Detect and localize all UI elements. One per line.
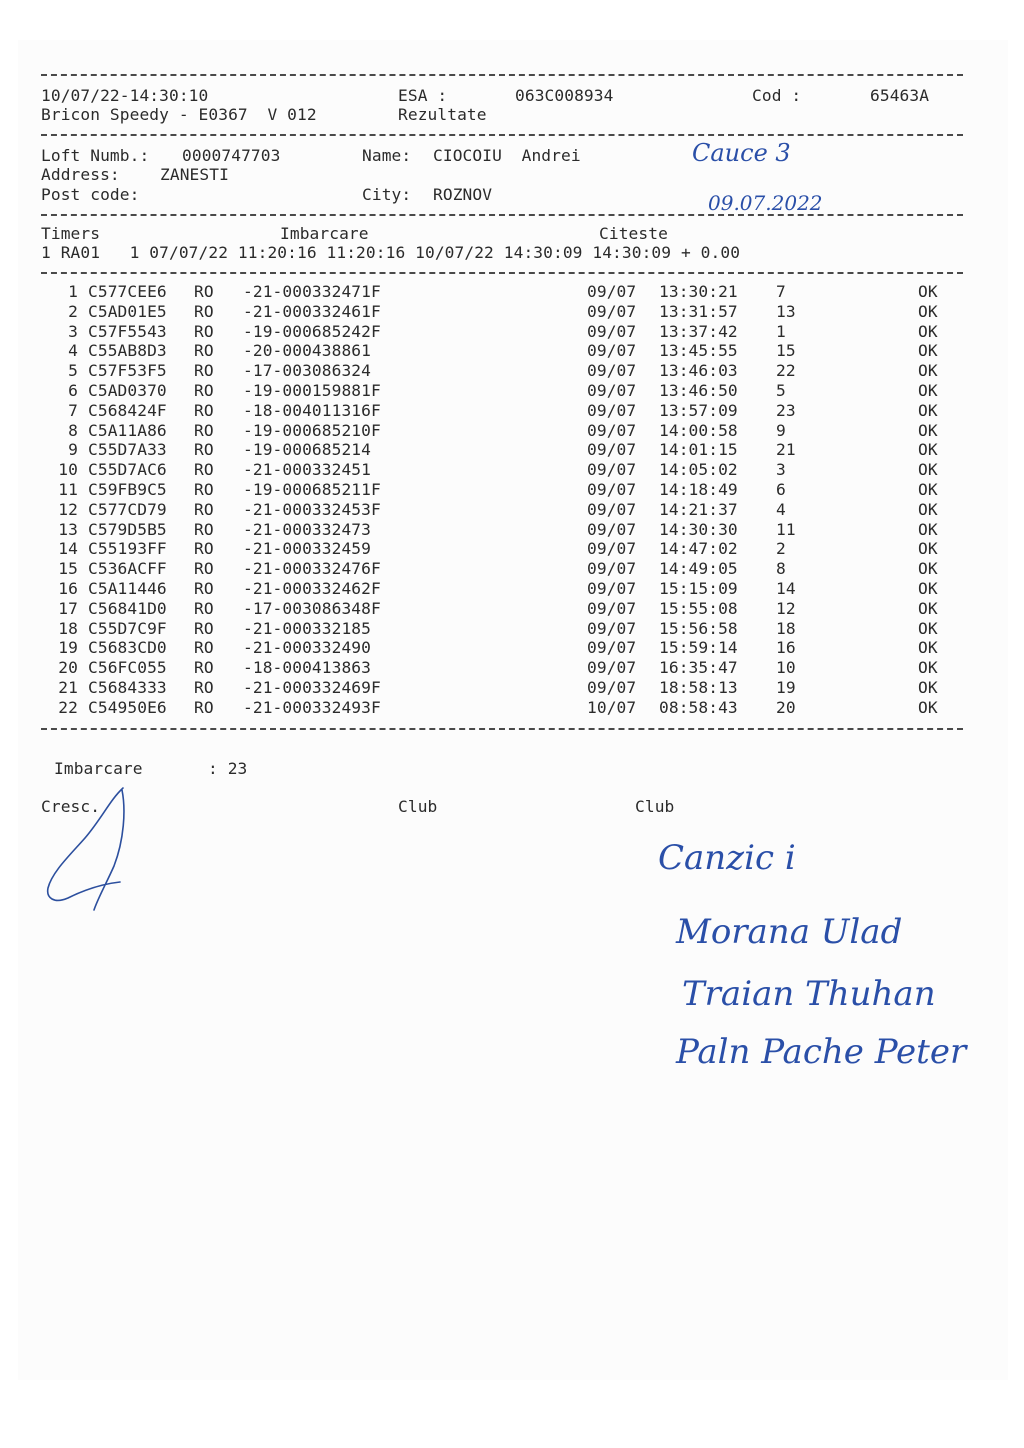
- table-row: [0, 678, 1024, 698]
- handwritten-date: 09.07.2022: [708, 191, 823, 215]
- row-chip-id: C55193FF: [88, 539, 167, 559]
- row-position: 2: [68, 301, 78, 321]
- row-status: OK: [918, 539, 938, 559]
- row-arrival-date: 09/07: [587, 341, 637, 361]
- row-ring-number: -21-000332459: [243, 539, 371, 559]
- row-status: OK: [918, 321, 938, 341]
- row-status: OK: [918, 638, 938, 658]
- row-ring-number: -21-000332493F: [243, 697, 381, 717]
- esa-value: 063C008934: [515, 86, 614, 105]
- row-position: 3: [68, 321, 78, 341]
- row-number: 23: [776, 400, 796, 420]
- table-row: [0, 619, 1024, 639]
- row-number: 7: [776, 282, 786, 301]
- row-country: RO: [194, 480, 214, 499]
- city-value: ROZNOV: [433, 185, 493, 204]
- row-status: OK: [918, 559, 938, 579]
- row-position: 13: [58, 519, 78, 539]
- row-ring-number: -20-000438861: [243, 341, 371, 361]
- row-country: RO: [194, 341, 214, 361]
- row-ring-number: -21-000332451: [243, 460, 371, 480]
- row-chip-id: C56841D0: [88, 598, 167, 618]
- table-row: [0, 480, 1024, 500]
- club-signature-4: Paln Pache Peter: [676, 1032, 967, 1072]
- imbarcare-total-value: : 23: [208, 759, 248, 778]
- row-chip-id: C57F53F5: [88, 361, 167, 381]
- table-row: [0, 322, 1024, 342]
- row-ring-number: -21-000332473: [243, 519, 371, 539]
- table-row: [0, 361, 1024, 381]
- name-label: Name:: [362, 146, 412, 165]
- row-chip-id: C55D7AC6: [88, 460, 167, 480]
- row-number: 8: [776, 559, 786, 579]
- row-arrival-time: 18:58:13: [659, 678, 738, 697]
- table-row: [0, 282, 1024, 302]
- row-chip-id: C579D5B5: [88, 519, 167, 539]
- timers-label: Timers: [41, 224, 101, 243]
- row-chip-id: C59FB9C5: [88, 480, 167, 499]
- row-arrival-date: 09/07: [587, 678, 637, 697]
- table-row: [0, 381, 1024, 401]
- row-arrival-date: 09/07: [587, 579, 637, 598]
- row-number: 20: [776, 697, 796, 717]
- row-chip-id: C5AD0370: [88, 381, 167, 400]
- row-ring-number: -19-000685211F: [243, 480, 381, 499]
- row-chip-id: C536ACFF: [88, 559, 167, 579]
- row-arrival-time: 13:37:42: [659, 321, 738, 341]
- row-status: OK: [918, 579, 938, 598]
- row-chip-id: C55AB8D3: [88, 341, 167, 361]
- row-ring-number: -18-004011316F: [243, 400, 381, 420]
- row-arrival-time: 13:46:03: [659, 361, 738, 381]
- row-arrival-time: 08:58:43: [659, 697, 738, 717]
- table-row: [0, 302, 1024, 322]
- row-country: RO: [194, 598, 214, 618]
- row-chip-id: C568424F: [88, 400, 167, 420]
- address-value: ZANESTI: [160, 165, 229, 184]
- row-number: 18: [776, 618, 796, 638]
- row-country: RO: [194, 519, 214, 539]
- separator-line: [41, 272, 963, 274]
- row-position: 5: [68, 361, 78, 381]
- esa-label: ESA :: [398, 86, 448, 105]
- row-status: OK: [918, 341, 938, 361]
- name-value: CIOCOIU Andrei: [433, 146, 581, 165]
- row-position: 22: [58, 697, 78, 717]
- city-label: City:: [362, 185, 412, 204]
- row-position: 1: [68, 282, 78, 301]
- row-ring-number: -21-000332453F: [243, 499, 381, 519]
- club-signature-2: Morana Ulad: [676, 912, 903, 952]
- row-arrival-date: 09/07: [587, 301, 637, 321]
- row-ring-number: -21-000332476F: [243, 559, 381, 579]
- table-row: [0, 658, 1024, 678]
- row-status: OK: [918, 381, 938, 400]
- row-ring-number: -21-000332469F: [243, 678, 381, 697]
- row-ring-number: -21-000332490: [243, 638, 371, 658]
- row-arrival-time: 15:15:09: [659, 579, 738, 598]
- row-status: OK: [918, 361, 938, 381]
- row-number: 1: [776, 321, 786, 341]
- row-arrival-time: 16:35:47: [659, 658, 738, 678]
- postcode-label: Post code:: [41, 185, 140, 204]
- row-arrival-time: 14:05:02: [659, 460, 738, 480]
- row-number: 16: [776, 638, 796, 658]
- row-status: OK: [918, 697, 938, 717]
- row-chip-id: C577CEE6: [88, 282, 167, 301]
- row-country: RO: [194, 440, 214, 460]
- row-position: 7: [68, 400, 78, 420]
- row-position: 10: [58, 460, 78, 480]
- row-country: RO: [194, 321, 214, 341]
- row-chip-id: C5A11446: [88, 579, 167, 598]
- row-country: RO: [194, 499, 214, 519]
- row-ring-number: -21-000332471F: [243, 282, 381, 301]
- handwritten-note: Cauce 3: [692, 139, 791, 167]
- row-position: 8: [68, 420, 78, 440]
- row-arrival-time: 14:21:37: [659, 499, 738, 519]
- row-country: RO: [194, 638, 214, 658]
- club-label-2: Club: [635, 797, 675, 816]
- table-row: [0, 421, 1024, 441]
- table-row: [0, 539, 1024, 559]
- timer-line: 1 RA01 1 07/07/22 11:20:16 11:20:16 10/07/22 14:30:09 14:30:09 + 0.00: [41, 243, 741, 262]
- row-country: RO: [194, 678, 214, 697]
- row-ring-number: -17-003086324: [243, 361, 371, 381]
- row-number: 12: [776, 598, 796, 618]
- table-row: [0, 579, 1024, 599]
- table-row: [0, 341, 1024, 361]
- row-number: 15: [776, 341, 796, 361]
- row-status: OK: [918, 499, 938, 519]
- row-arrival-time: 13:30:21: [659, 282, 738, 301]
- loft-number-value: 0000747703: [182, 146, 281, 165]
- club-signature-3: Traian Thuhan: [682, 974, 936, 1014]
- imbarcare-header: Imbarcare: [280, 224, 369, 243]
- row-country: RO: [194, 539, 214, 559]
- row-status: OK: [918, 678, 938, 697]
- row-country: RO: [194, 420, 214, 440]
- row-ring-number: -19-000685214: [243, 440, 371, 460]
- address-label: Address:: [41, 165, 120, 184]
- row-status: OK: [918, 400, 938, 420]
- separator-line: [41, 728, 963, 730]
- row-position: 12: [58, 499, 78, 519]
- row-chip-id: C5684333: [88, 678, 167, 697]
- row-position: 16: [58, 579, 78, 598]
- row-number: 11: [776, 519, 796, 539]
- table-row: [0, 401, 1024, 421]
- row-arrival-date: 09/07: [587, 460, 637, 480]
- row-ring-number: -19-000685242F: [243, 321, 381, 341]
- row-ring-number: -21-000332185: [243, 618, 371, 638]
- row-arrival-date: 09/07: [587, 480, 637, 499]
- table-row: [0, 559, 1024, 579]
- row-country: RO: [194, 579, 214, 598]
- row-country: RO: [194, 301, 214, 321]
- document-title: Rezultate: [398, 105, 487, 124]
- row-arrival-time: 15:56:58: [659, 618, 738, 638]
- row-chip-id: C57F5543: [88, 321, 167, 341]
- table-row: [0, 460, 1024, 480]
- separator-line: [41, 74, 963, 76]
- row-position: 9: [68, 440, 78, 460]
- table-row: [0, 500, 1024, 520]
- row-position: 19: [58, 638, 78, 658]
- row-chip-id: C5A11A86: [88, 420, 167, 440]
- cod-value: 65463A: [870, 86, 930, 105]
- organization-line: Bricon Speedy - E0367 V 012: [41, 105, 317, 124]
- row-arrival-time: 15:55:08: [659, 598, 738, 618]
- row-number: 9: [776, 420, 786, 440]
- row-chip-id: C5AD01E5: [88, 301, 167, 321]
- row-ring-number: -21-000332461F: [243, 301, 381, 321]
- row-status: OK: [918, 420, 938, 440]
- loft-number-label: Loft Numb.:: [41, 146, 150, 165]
- row-chip-id: C54950E6: [88, 697, 167, 717]
- row-status: OK: [918, 618, 938, 638]
- club-signature-1: Canzic i: [658, 838, 796, 878]
- row-arrival-date: 09/07: [587, 519, 637, 539]
- row-position: 18: [58, 618, 78, 638]
- row-country: RO: [194, 697, 214, 717]
- row-country: RO: [194, 559, 214, 579]
- row-number: 5: [776, 381, 786, 400]
- row-country: RO: [194, 658, 214, 678]
- imbarcare-total-label: Imbarcare: [54, 759, 143, 778]
- cod-label: Cod :: [752, 86, 802, 105]
- row-number: 3: [776, 460, 786, 480]
- row-status: OK: [918, 282, 938, 301]
- row-chip-id: C56FC055: [88, 658, 167, 678]
- row-status: OK: [918, 480, 938, 499]
- cresc-label: Cresc.: [41, 797, 101, 816]
- row-arrival-time: 13:57:09: [659, 400, 738, 420]
- row-country: RO: [194, 400, 214, 420]
- row-country: RO: [194, 618, 214, 638]
- row-country: RO: [194, 460, 214, 480]
- table-row: [0, 520, 1024, 540]
- row-number: 6: [776, 480, 786, 499]
- row-ring-number: -19-000685210F: [243, 420, 381, 440]
- row-position: 20: [58, 658, 78, 678]
- row-arrival-date: 09/07: [587, 499, 637, 519]
- row-arrival-date: 09/07: [587, 321, 637, 341]
- row-chip-id: C577CD79: [88, 499, 167, 519]
- row-arrival-date: 09/07: [587, 598, 637, 618]
- row-arrival-date: 09/07: [587, 282, 637, 301]
- row-chip-id: C55D7C9F: [88, 618, 167, 638]
- row-number: 21: [776, 440, 796, 460]
- row-country: RO: [194, 381, 214, 400]
- row-arrival-date: 09/07: [587, 400, 637, 420]
- table-row: [0, 599, 1024, 619]
- row-status: OK: [918, 658, 938, 678]
- print-datetime: 10/07/22-14:30:10: [41, 86, 209, 105]
- row-position: 6: [68, 381, 78, 400]
- row-status: OK: [918, 598, 938, 618]
- row-position: 21: [58, 678, 78, 697]
- row-arrival-time: 14:18:49: [659, 480, 738, 499]
- row-status: OK: [918, 460, 938, 480]
- table-row: [0, 698, 1024, 718]
- row-number: 19: [776, 678, 796, 697]
- row-arrival-time: 13:46:50: [659, 381, 738, 400]
- row-arrival-date: 09/07: [587, 539, 637, 559]
- row-number: 10: [776, 658, 796, 678]
- row-number: 2: [776, 539, 786, 559]
- row-arrival-date: 09/07: [587, 361, 637, 381]
- separator-line: [41, 134, 963, 136]
- row-number: 14: [776, 579, 796, 598]
- club-label-1: Club: [398, 797, 438, 816]
- row-arrival-date: 09/07: [587, 638, 637, 658]
- owner-signature: [40, 780, 150, 920]
- row-arrival-time: 14:01:15: [659, 440, 738, 460]
- row-arrival-date: 09/07: [587, 440, 637, 460]
- row-ring-number: -19-000159881F: [243, 381, 381, 400]
- row-arrival-date: 10/07: [587, 697, 637, 717]
- row-ring-number: -18-000413863: [243, 658, 371, 678]
- row-position: 11: [58, 480, 78, 499]
- row-position: 17: [58, 598, 78, 618]
- row-number: 22: [776, 361, 796, 381]
- row-arrival-date: 09/07: [587, 381, 637, 400]
- row-chip-id: C5683CD0: [88, 638, 167, 658]
- row-country: RO: [194, 361, 214, 381]
- row-arrival-time: 14:49:05: [659, 559, 738, 579]
- row-arrival-time: 14:00:58: [659, 420, 738, 440]
- table-row: [0, 440, 1024, 460]
- row-arrival-time: 15:59:14: [659, 638, 738, 658]
- row-position: 4: [68, 341, 78, 361]
- row-arrival-date: 09/07: [587, 420, 637, 440]
- row-arrival-time: 13:45:55: [659, 341, 738, 361]
- row-ring-number: -17-003086348F: [243, 598, 381, 618]
- row-arrival-date: 09/07: [587, 618, 637, 638]
- table-row: [0, 638, 1024, 658]
- row-status: OK: [918, 519, 938, 539]
- row-status: OK: [918, 440, 938, 460]
- row-number: 4: [776, 499, 786, 519]
- row-arrival-time: 13:31:57: [659, 301, 738, 321]
- row-position: 15: [58, 559, 78, 579]
- separator-line: [41, 214, 963, 216]
- row-position: 14: [58, 539, 78, 559]
- row-chip-id: C55D7A33: [88, 440, 167, 460]
- row-ring-number: -21-000332462F: [243, 579, 381, 598]
- row-status: OK: [918, 301, 938, 321]
- row-arrival-time: 14:30:30: [659, 519, 738, 539]
- row-country: RO: [194, 282, 214, 301]
- row-arrival-date: 09/07: [587, 559, 637, 579]
- row-number: 13: [776, 301, 796, 321]
- citeste-header: Citeste: [599, 224, 668, 243]
- row-arrival-date: 09/07: [587, 658, 637, 678]
- row-arrival-time: 14:47:02: [659, 539, 738, 559]
